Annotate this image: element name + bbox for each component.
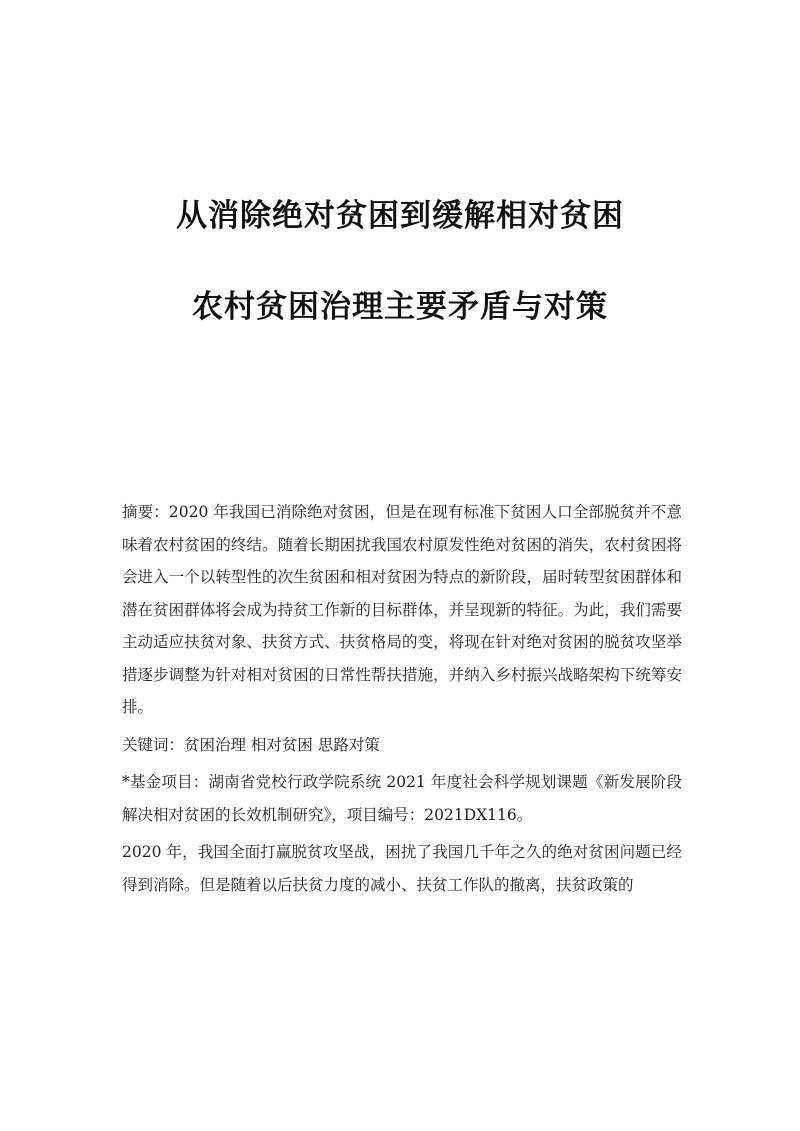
title-line-1: 从消除绝对贫困到缓解相对贫困	[176, 198, 624, 234]
title-line-2: 农村贫困治理主要矛盾与对策	[192, 289, 608, 325]
fund-paragraph: *基金项目：湖南省党校行政学院系统 2021 年度社会科学规划课题《新发展阶段解决相对贫困的长效机制研究》，项目编号：2021DX116。	[122, 773, 682, 824]
body-paragraph: 2020 年，我国全面打赢脱贫攻坚战，困扰了我国几千年之久的绝对贫困问题已经得到消除。但是随着以后扶贫力度的减小、扶贫工作队的撤离，扶贫政策的	[122, 843, 682, 894]
keywords-paragraph: 关键词：贫困治理 相对贫困 思路对策	[122, 735, 380, 754]
document-body	[122, 496, 682, 901]
abstract-paragraph: 摘要：2020 年我国已消除绝对贫困，但是在现有标准下贫困人口全部脱贫并不意味着农村贫困的终结。随着长期困扰我国农村原发性绝对贫困的消失，农村贫困将会进入一个以转型性的次生贫困和相对贫困为特点的新阶段，届时转型贫困群体和潜在贫困群体将会成为持贫工作新的目标群体，并呈现新的特征。为此，我们需要主动适应扶贫对象、扶贫方式、扶贫格局的变，将现在针对绝对贫困的脱贫攻坚举措逐步调整为针对相对贫困的日常性帮扶措施，并纳入乡村振兴战略架构下统筹安排。	[122, 503, 682, 716]
